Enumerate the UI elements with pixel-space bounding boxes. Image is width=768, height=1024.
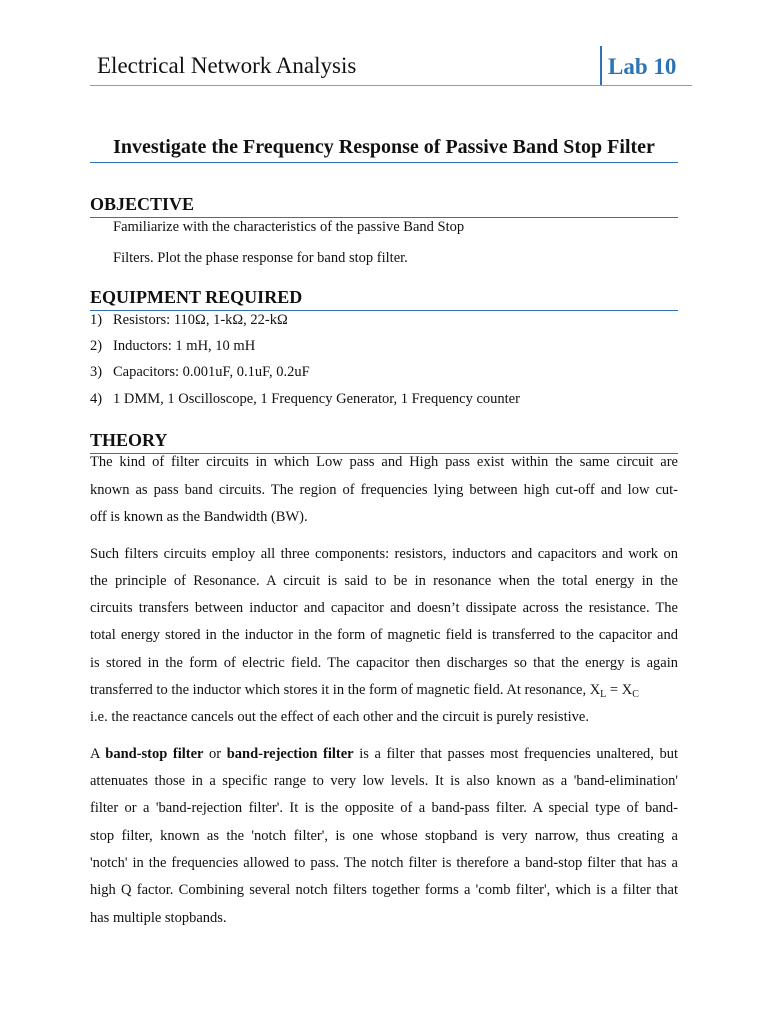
- equipment-item: Inductors: 1 mH, 10 mH: [113, 338, 256, 354]
- equals-text: = X: [606, 682, 633, 698]
- title-underline: [90, 162, 678, 163]
- theory-paragraph-line: has multiple stopbands.: [90, 910, 227, 926]
- theory-paragraph-line: known as pass band circuits. The region of frequencies lying between high cut-off and low cut-: [90, 482, 678, 498]
- document-title: Investigate the Frequency Response of Passive Band Stop Filter: [113, 136, 655, 158]
- text-run: is a filter that passes most frequencies unaltered, but: [353, 746, 678, 762]
- theory-paragraph-line: attenuates those in a specific range to very low levels. It is also known as a 'band-elimination': [90, 773, 678, 789]
- xc-subscript: C: [632, 689, 639, 700]
- objective-line: Familiarize with the characteristics of the passive Band Stop: [113, 219, 465, 235]
- theory-paragraph-line: circuits transfers between inductor and capacitor and doesn’t dissipate across the resistance. The: [90, 600, 678, 616]
- course-title: Electrical Network Analysis: [97, 53, 357, 78]
- objective-heading: OBJECTIVE: [90, 194, 195, 214]
- theory-paragraph-line: off is known as the Bandwidth (BW).: [90, 509, 308, 525]
- theory-paragraph-line: the principle of Resonance. A circuit is said to be in resonance when the total energy in the: [90, 573, 678, 589]
- theory-paragraph-line: Such filters circuits employ all three components: resistors, inductors and capacitors and work on: [90, 546, 678, 562]
- equipment-heading: EQUIPMENT REQUIRED: [90, 287, 303, 307]
- theory-paragraph-line: filter or a 'band-rejection filter'. It is the opposite of a band-pass filter. A special type of band-: [90, 800, 678, 816]
- lab-number: Lab 10: [608, 54, 677, 79]
- theory-paragraph-line: stop filter, known as the 'notch filter', is one whose stopband is very narrow, thus creating a: [90, 828, 678, 844]
- theory-paragraph-line: high Q factor. Combining several notch filters together forms a 'comb filter', which is a filter that: [90, 882, 678, 898]
- theory-paragraph-line: [90, 680, 639, 700]
- theory-paragraph-line: [90, 744, 678, 764]
- theory-paragraph-line: i.e. the reactance cancels out the effect of each other and the circuit is purely resistive.: [90, 709, 589, 725]
- equipment-item: Capacitors: 0.001uF, 0.1uF, 0.2uF: [113, 364, 310, 380]
- bold-term: band-stop filter: [105, 746, 204, 762]
- equipment-item: 1 DMM, 1 Oscilloscope, 1 Frequency Generator, 1 Frequency counter: [113, 391, 520, 407]
- objective-line: Filters. Plot the phase response for band stop filter.: [113, 250, 408, 266]
- theory-paragraph-line: is stored in the form of electric field. The capacitor then discharges so that the energy is again: [90, 655, 678, 671]
- theory-heading: THEORY: [90, 430, 168, 450]
- text-run: or: [203, 746, 227, 762]
- resonance-text: transferred to the inductor which stores it in the form of magnetic field. At resonance, X: [90, 682, 601, 698]
- header-rule: [90, 85, 692, 86]
- header-divider: [600, 46, 602, 86]
- equipment-item-number: 2): [90, 338, 103, 354]
- bold-term: band-rejection filter: [226, 746, 354, 762]
- theory-paragraph-line: The kind of filter circuits in which Low pass and High pass exist within the same circuit are: [90, 454, 678, 470]
- theory-paragraph-line: 'notch' in the frequencies allowed to pass. The notch filter is therefore a band-stop filter that has a: [90, 855, 678, 871]
- theory-paragraph-line: total energy stored in the inductor in the form of magnetic field is transferred to the capacitor and: [90, 627, 678, 643]
- equipment-item-number: 4): [90, 391, 103, 407]
- xl-subscript: L: [600, 689, 607, 700]
- equipment-item-number: 1): [90, 312, 103, 328]
- equipment-item: Resistors: 110Ω, 1-kΩ, 22-kΩ: [113, 312, 288, 328]
- equipment-item-number: 3): [90, 364, 103, 380]
- text-run: A: [90, 746, 106, 762]
